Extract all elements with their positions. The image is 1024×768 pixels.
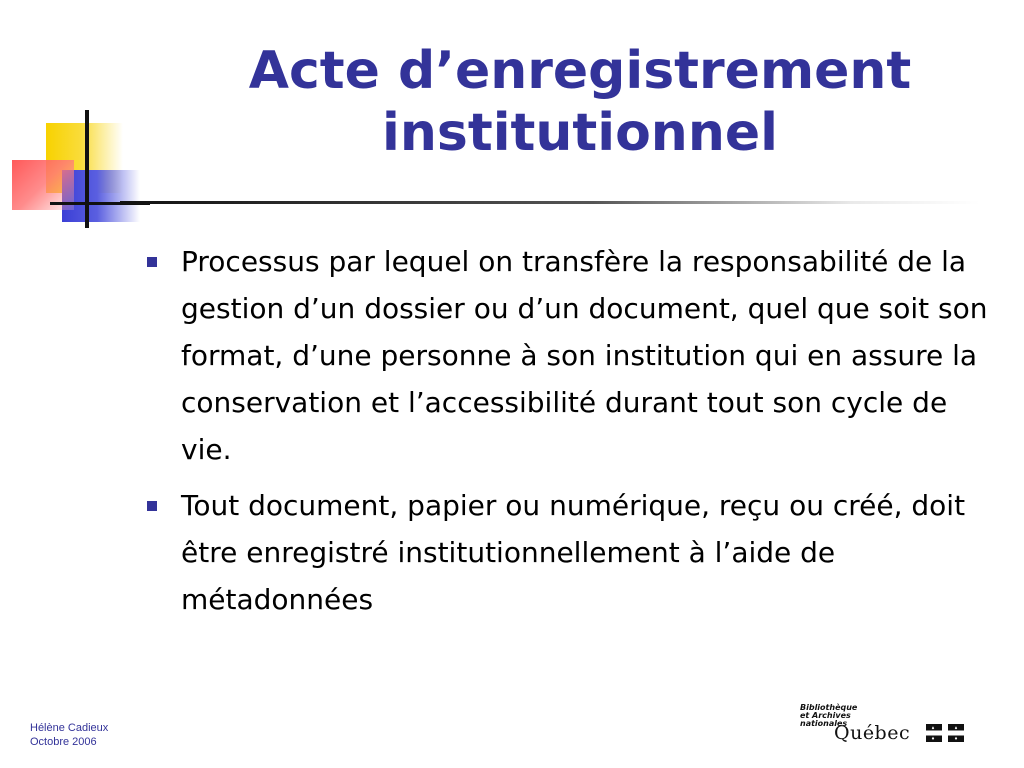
bullet-item	[143, 238, 1003, 473]
square-bullet-icon	[147, 501, 157, 511]
bullet-text: Processus par lequel on transfère la responsabilité de la gestion d’un dossier ou d’un document, quel que soit son format, d’une personne à son institution qui en assure la conservation et l’accessibilité durant tout son cycle de vie.	[181, 245, 988, 466]
slide-title: Acte d’enregistrement institutionnel	[248, 41, 912, 163]
bullet-item	[143, 482, 1003, 623]
bullet-text: Tout document, papier ou numérique, reçu ou créé, doit être enregistré institutionnellement à l’aide de métadonnées	[181, 489, 966, 616]
decorative-squares-graphic	[0, 0, 160, 240]
logo-wordmark: Québec	[834, 722, 911, 744]
bullet-list	[143, 238, 1003, 632]
vertical-accent-line	[85, 110, 89, 228]
bibliotheque-archives-quebec-logo	[800, 704, 970, 746]
logo-organization-name: Bibliothèque et Archives nationales	[800, 703, 858, 728]
footer-author: Hélène Cadieux	[30, 722, 109, 734]
title-underline-rule	[120, 201, 980, 204]
footer-date: Octobre 2006	[30, 736, 97, 748]
square-bullet-icon	[147, 257, 157, 267]
quebec-flag-icon	[926, 724, 964, 742]
